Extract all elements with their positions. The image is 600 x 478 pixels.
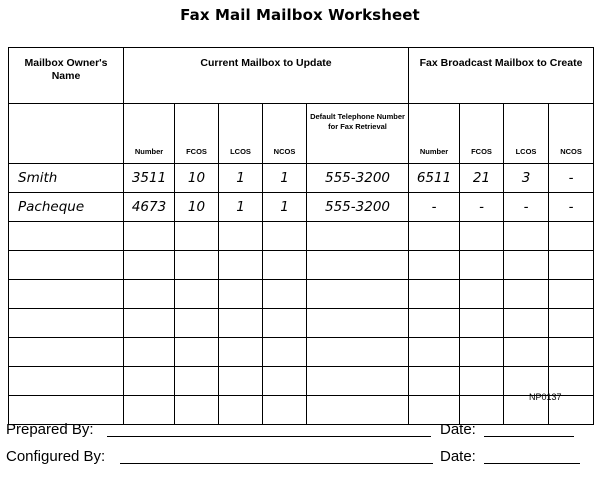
empty-cell[interactable] xyxy=(124,367,175,396)
empty-cell[interactable] xyxy=(504,338,549,367)
empty-cell[interactable] xyxy=(307,222,409,251)
empty-cell[interactable] xyxy=(409,251,460,280)
current-number-header: Number xyxy=(124,104,175,164)
empty-cell[interactable] xyxy=(549,251,594,280)
empty-cell[interactable] xyxy=(504,222,549,251)
configured-date-line[interactable] xyxy=(484,463,580,464)
broadcast-mailbox-header: Fax Broadcast Mailbox to Create xyxy=(409,48,594,104)
table-row xyxy=(9,338,594,367)
table-row xyxy=(9,396,594,425)
broadcast-fcos-header: FCOS xyxy=(460,104,504,164)
empty-cell[interactable] xyxy=(504,309,549,338)
owner-name-cell[interactable]: Smith xyxy=(9,164,124,193)
empty-cell[interactable] xyxy=(263,396,307,425)
empty-cell[interactable] xyxy=(504,280,549,309)
empty-cell[interactable] xyxy=(307,251,409,280)
empty-cell[interactable] xyxy=(409,309,460,338)
empty-cell[interactable] xyxy=(219,222,263,251)
table-row xyxy=(9,367,594,396)
current-lcos-cell[interactable]: 1 xyxy=(219,193,263,222)
mailbox-worksheet-table xyxy=(8,47,594,425)
table-row xyxy=(9,251,594,280)
empty-cell[interactable] xyxy=(219,280,263,309)
empty-cell[interactable] xyxy=(263,280,307,309)
table-row xyxy=(9,222,594,251)
worksheet-title: Fax Mail Mailbox Worksheet xyxy=(180,6,420,24)
empty-cell[interactable] xyxy=(460,338,504,367)
broadcast-fcos-cell[interactable]: - xyxy=(460,193,504,222)
empty-cell[interactable] xyxy=(549,222,594,251)
current-lcos-header: LCOS xyxy=(219,104,263,164)
current-number-cell[interactable]: 4673 xyxy=(124,193,175,222)
empty-cell[interactable] xyxy=(460,367,504,396)
current-fcos-cell[interactable]: 10 xyxy=(175,164,219,193)
broadcast-lcos-header: LCOS xyxy=(504,104,549,164)
empty-cell[interactable] xyxy=(9,222,124,251)
empty-cell[interactable] xyxy=(460,309,504,338)
empty-cell[interactable] xyxy=(307,396,409,425)
empty-cell[interactable] xyxy=(549,338,594,367)
configured-by-label: Configured By: xyxy=(6,448,106,465)
empty-cell[interactable] xyxy=(219,338,263,367)
current-lcos-cell[interactable]: 1 xyxy=(219,164,263,193)
empty-cell[interactable] xyxy=(307,280,409,309)
empty-cell[interactable] xyxy=(219,309,263,338)
configured-by-line[interactable] xyxy=(120,463,433,464)
broadcast-ncos-cell[interactable]: - xyxy=(549,164,594,193)
empty-cell[interactable] xyxy=(263,309,307,338)
empty-cell[interactable] xyxy=(219,367,263,396)
empty-cell[interactable] xyxy=(124,338,175,367)
broadcast-fcos-cell[interactable]: 21 xyxy=(460,164,504,193)
broadcast-ncos-header: NCOS xyxy=(549,104,594,164)
empty-cell[interactable] xyxy=(307,367,409,396)
default-telephone-cell[interactable]: 555-3200 xyxy=(307,164,409,193)
prepared-by-label: Prepared By: xyxy=(6,421,94,438)
empty-cell[interactable] xyxy=(124,280,175,309)
empty-cell[interactable] xyxy=(175,222,219,251)
empty-cell[interactable] xyxy=(219,251,263,280)
empty-cell[interactable] xyxy=(175,309,219,338)
current-fcos-header: FCOS xyxy=(175,104,219,164)
empty-cell[interactable] xyxy=(460,222,504,251)
empty-cell[interactable] xyxy=(9,367,124,396)
table-row xyxy=(9,164,594,193)
broadcast-lcos-cell[interactable]: 3 xyxy=(504,164,549,193)
current-ncos-cell[interactable]: 1 xyxy=(263,164,307,193)
default-telephone-cell[interactable]: 555-3200 xyxy=(307,193,409,222)
prepared-date-label: Date: xyxy=(440,421,476,438)
empty-cell[interactable] xyxy=(9,338,124,367)
figure-reference: NP0137 xyxy=(529,392,562,402)
default-telephone-header: Default Telephone Number for Fax Retrieval xyxy=(307,104,409,164)
empty-cell[interactable] xyxy=(263,222,307,251)
empty-cell[interactable] xyxy=(307,309,409,338)
broadcast-ncos-cell[interactable]: - xyxy=(549,193,594,222)
empty-cell[interactable] xyxy=(124,396,175,425)
empty-cell[interactable] xyxy=(175,251,219,280)
current-ncos-cell[interactable]: 1 xyxy=(263,193,307,222)
empty-cell[interactable] xyxy=(549,280,594,309)
empty-cell[interactable] xyxy=(9,309,124,338)
empty-cell[interactable] xyxy=(504,251,549,280)
empty-cell[interactable] xyxy=(263,251,307,280)
owner-name-cell[interactable]: Pacheque xyxy=(9,193,124,222)
broadcast-number-header: Number xyxy=(409,104,460,164)
broadcast-number-cell[interactable]: - xyxy=(409,193,460,222)
table-row xyxy=(9,309,594,338)
empty-cell[interactable] xyxy=(460,251,504,280)
broadcast-lcos-cell[interactable]: - xyxy=(504,193,549,222)
group-header-row xyxy=(9,48,594,104)
empty-cell[interactable] xyxy=(549,309,594,338)
table-row xyxy=(9,280,594,309)
current-mailbox-header: Current Mailbox to Update xyxy=(124,48,409,104)
prepared-date-line[interactable] xyxy=(484,436,574,437)
empty-cell[interactable] xyxy=(409,338,460,367)
current-fcos-cell[interactable]: 10 xyxy=(175,193,219,222)
owner-name-header: Mailbox Owner's Name xyxy=(9,48,124,104)
empty-cell[interactable] xyxy=(263,367,307,396)
empty-cell[interactable] xyxy=(409,280,460,309)
empty-cell[interactable] xyxy=(9,280,124,309)
empty-cell[interactable] xyxy=(124,222,175,251)
empty-cell[interactable] xyxy=(409,222,460,251)
empty-cell[interactable] xyxy=(9,251,124,280)
empty-cell[interactable] xyxy=(175,280,219,309)
configured-date-label: Date: xyxy=(440,448,476,465)
prepared-by-line[interactable] xyxy=(107,436,431,437)
empty-cell[interactable] xyxy=(124,251,175,280)
current-number-cell[interactable]: 3511 xyxy=(124,164,175,193)
empty-cell[interactable] xyxy=(409,367,460,396)
empty-cell[interactable] xyxy=(219,396,263,425)
current-ncos-header: NCOS xyxy=(263,104,307,164)
empty-cell[interactable] xyxy=(124,309,175,338)
empty-cell[interactable] xyxy=(175,367,219,396)
empty-cell[interactable] xyxy=(263,338,307,367)
broadcast-number-cell[interactable]: 6511 xyxy=(409,164,460,193)
empty-cell[interactable] xyxy=(175,338,219,367)
empty-cell[interactable] xyxy=(175,396,219,425)
column-header-row xyxy=(9,104,594,164)
empty-cell[interactable] xyxy=(307,338,409,367)
owner-subheader-blank xyxy=(9,104,124,164)
empty-cell[interactable] xyxy=(460,280,504,309)
table-row xyxy=(9,193,594,222)
